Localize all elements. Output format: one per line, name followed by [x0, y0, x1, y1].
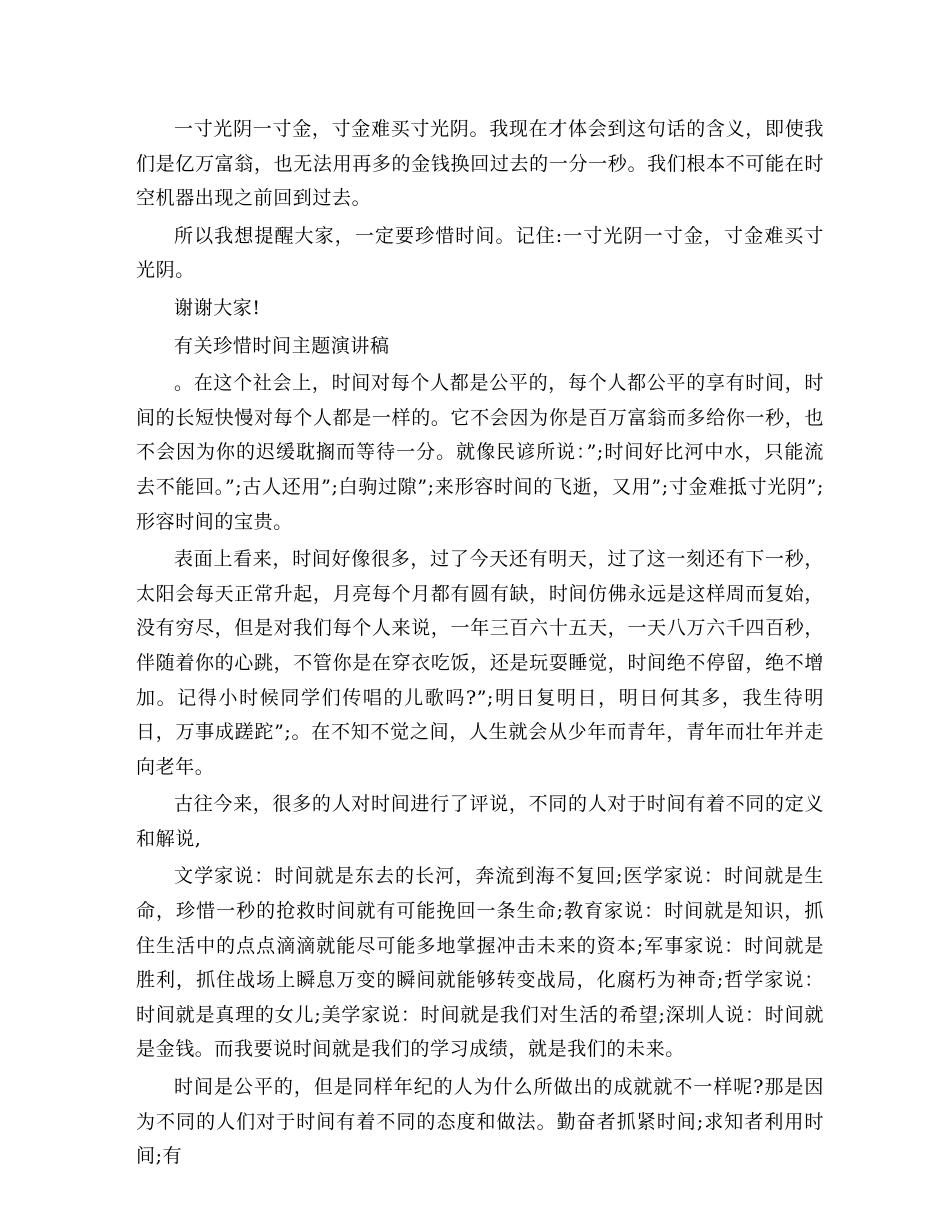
- paragraph: 。在这个社会上，时间对每个人都是公平的，每个人都公平的享有时间，时间的长短快慢对每个人都是一样的。它不会因为你是百万富翁而多给你一秒，也不会因为你的迟缓耽搁而等待一分。就像民谚所说：”;时间好比河中水，只能流去不能回。”;古人还用”;白驹过隙”;来形容时间的飞逝，又用”;寸金难抵寸光阴”;形容时间的宝贵。: [136, 372, 824, 533]
- paragraph: 表面上看来，时间好像很多，过了今天还有明天，过了这一刻还有下一秒，太阳会每天正常升起，月亮每个月都有圆有缺，时间仿佛永远是这样周而复始，没有穷尽，但是对我们每个人来说，一年三百六十五天，一天八万六千四百秒，伴随着你的心跳，不管你是在穿衣吃饭，还是玩耍睡觉，时间绝不停留，绝不增加。记得小时候同学们传唱的儿歌吗?”;明日复明日，明日何其多，我生待明日，万事成蹉跎”;。在不知不觉之间，人生就会从少年而青年，青年而壮年并走向老年。: [136, 548, 824, 778]
- paragraph: 谢谢大家!: [174, 296, 261, 319]
- paragraph: 时间是公平的，但是同样年纪的人为什么所做出的成就就不一样呢?那是因为不同的人们对于时间有着不同的态度和做法。勤奋者抓紧时间;求知者利用时间;有: [136, 1076, 824, 1168]
- paragraph: 古往今来，很多的人对时间进行了评说，不同的人对于时间有着不同的定义和解说,: [136, 793, 824, 850]
- paragraph: 文学家说：时间就是东去的长河，奔流到海不复回;医学家说：时间就是生命，珍惜一秒的抢救时间就有可能挽回一条生命;教育家说：时间就是知识，抓住生活中的点点滴滴就能尽可能多地掌握冲击未来的资本;军事家说：时间就是胜利，抓住战场上瞬息万变的瞬间就能够转变战局，化腐朽为神奇;哲学家说：时间就是真理的女儿;美学家说：时间就是我们对生活的希望;深圳人说：时间就是金钱。而我要说时间就是我们的学习成绩，就是我们的未来。: [136, 865, 824, 1061]
- document-page: [136, 112, 824, 1177]
- paragraph: 所以我想提醒大家，一定要珍惜时间。记住:一寸光阴一寸金，寸金难买寸光阴。: [136, 224, 824, 282]
- section-heading: 有关珍惜时间主题演讲稿: [174, 334, 390, 357]
- paragraph: 一寸光阴一寸金，寸金难买寸光阴。我现在才体会到这句话的含义，即使我们是亿万富翁，也无法用再多的金钱换回过去的一分一秒。我们根本不可能在时空机器出现之前回到过去。: [136, 118, 824, 210]
